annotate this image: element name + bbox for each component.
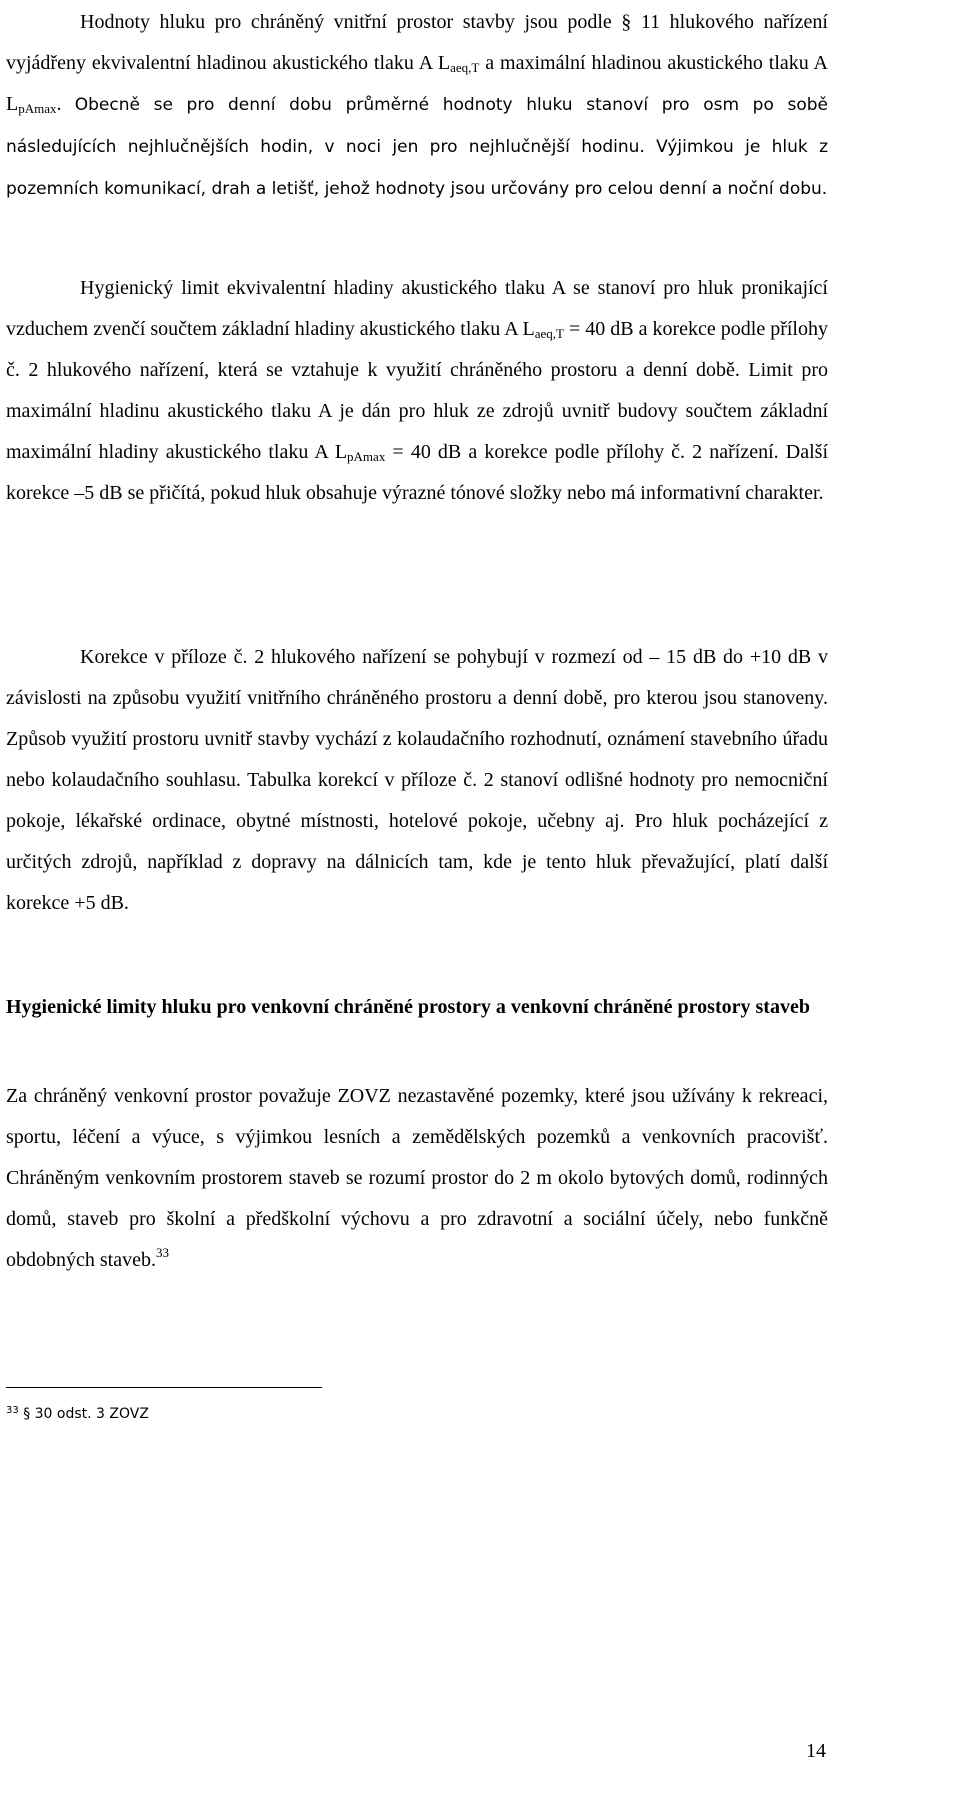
text-segment: Za chráněný venkovní prostor považuje ZOVZ nezastavěné pozemky, které jsou užívány k rekreaci, sportu, léčení a výuce, s výjimkou lesních a zemědělských pozemků a venkovních pracovišť. Chráněným venkovním prostorem staveb se rozumí prostor do 2 m okolo bytových domů, rodinných domů, staveb pro školní a předškolní výchovu a pro zdravotní a sociální účely, nebo funkčně obdobných staveb.	[6, 1085, 828, 1271]
section-heading: Hygienické limity hluku pro venkovní chráněné prostory a venkovní chráněné prostory staveb	[6, 996, 810, 1018]
subscript: aeq,T	[450, 60, 480, 75]
paragraph-outdoor-protected-space	[6, 1076, 828, 1281]
paragraph-hygienic-limit	[6, 268, 828, 514]
text-segment: .	[56, 93, 75, 115]
footnote	[6, 1403, 149, 1425]
footnote-separator	[6, 1387, 322, 1388]
text-segment: = 40 dB a korekce podle přílohy č. 2 nařízení. Další korekce –5 dB se přičítá, pokud hluk obsahuje výrazné tónové složky nebo má informativní charakter.	[6, 441, 829, 504]
footnote-reference[interactable]: 33	[155, 1245, 169, 1260]
text-segment: a maximální hladinou akustického tlaku A L	[6, 52, 828, 115]
text-segment: Hygienický limit ekvivalentní hladiny akustického tlaku A se stanoví pro hluk pronikající vzduchem zvenčí součtem základní hladiny akustického tlaku A L	[6, 277, 828, 340]
paragraph-indoor-noise-values	[6, 2, 828, 210]
text-segment: Hodnoty hluku pro chráněný vnitřní prostor stavby jsou podle § 11 hlukového nařízení vyjádřeny ekvivalentní hladinou akustického tlaku A L	[6, 11, 828, 74]
paragraph-corrections: Korekce v příloze č. 2 hlukového nařízení se pohybují v rozmezí od – 15 dB do +10 dB v závislosti na způsobu využití vnitřního chráněného prostoru a denní době, pro kterou jsou stanoveny. Způsob využití prostoru uvnitř stavby vychází z kolaudačního rozhodnutí, oznámení stavebního úřadu nebo kolaudačního souhlasu. Tabulka korekcí v příloze č. 2 stanoví odlišné hodnoty pro nemocniční pokoje, lékařské ordinace, obytné místnosti, hotelové pokoje, učebny aj. Pro hluk pocházející z určitých zdrojů, například z dopravy na dálnicích tam, kde je tento hluk převažující, platí další korekce +5 dB.	[6, 646, 828, 914]
text-segment-sans: Obecně se pro denní dobu průměrné hodnoty hluku stanoví pro osm po sobě následujících nejhlučnějších hodin, v noci jen pro nejhlučnější hodinu. Výjimkou je hluk z pozemních komunikací, drah a letišť, jehož hodnoty jsou určovány pro celou denní a noční dobu.	[6, 95, 829, 199]
subscript: aeq,T	[534, 326, 564, 341]
text-segment: = 40 dB a korekce podle přílohy č. 2 hlukového nařízení, která se vztahuje k využití chráněného prostoru a denní době. Limit pro maximální hladinu akustického tlaku A je dán pro hluk ze zdrojů uvnitř budovy součtem základní maximální hladiny akustického tlaku A L	[6, 318, 828, 463]
subscript: pAmax	[18, 101, 57, 116]
subscript: pAmax	[347, 449, 386, 464]
footnote-text: § 30 odst. 3 ZOVZ	[23, 1406, 149, 1422]
footnote-number: 33	[6, 1405, 19, 1416]
page-number: 14	[806, 1740, 826, 1762]
